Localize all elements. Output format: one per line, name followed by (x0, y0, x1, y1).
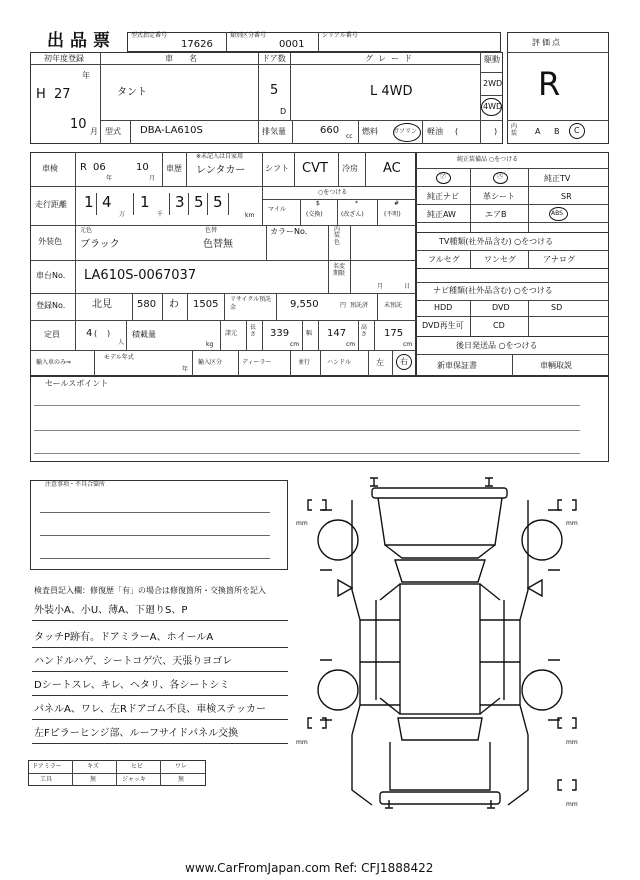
model-cert-value: 17626 (181, 39, 213, 50)
car-name: タント (117, 87, 147, 98)
mileage-opt1: マイル (268, 206, 286, 213)
interior-c: C (574, 126, 580, 135)
first-reg-era: H (36, 87, 46, 102)
mileage-d1: 1 (84, 193, 94, 211)
footer-ref: www.CarFromJapan.com Ref: CFJ1888422 (185, 861, 434, 875)
capacity-unit: 人 (118, 339, 125, 346)
navi-label: ナビ種類(社外品含む) ○をつける (433, 286, 553, 295)
color-label: 外装色 (38, 237, 62, 246)
tv-item-2: ワンセグ (484, 255, 516, 264)
name-change-day: 日 (404, 283, 411, 290)
recycle-label: リサイクル預託金 (230, 296, 272, 311)
interior-label: 内装 (511, 123, 518, 137)
import-type-label: 輸入区分 (198, 359, 223, 366)
navi-item-1: HDD (434, 303, 453, 312)
recycle-value: 9,550 (290, 299, 319, 310)
oem-item-7: 純正AW (427, 210, 456, 219)
load-label: 積載量 (132, 330, 156, 339)
reg-label: 登録No. (36, 301, 66, 310)
model-value: DBA-LA610S (140, 125, 203, 136)
shift-value: CVT (302, 161, 328, 176)
ac-value: AC (383, 161, 401, 176)
height-value: 175 (384, 328, 404, 339)
color-changed: 色替無 (203, 239, 233, 250)
length-unit: cm (290, 341, 300, 348)
oem-item-5: 革シート (483, 192, 515, 201)
doors-label: ドア数 (262, 54, 286, 63)
model-cert-label: 型式指定番号 (131, 32, 168, 39)
mileage-opt2-sym: $ (316, 200, 320, 207)
form-title: 出品票 (47, 31, 116, 51)
later-label: 後日発送品 ○をつける (456, 341, 538, 350)
length-value: 339 (270, 328, 290, 339)
oem-item-3: 純正TV (544, 174, 571, 183)
tv-item-1: フルセグ (428, 255, 460, 264)
dimension-label: 諸元 (225, 330, 238, 337)
length-label: 長さ (250, 324, 257, 338)
later-item-1: 新車保証書 (437, 361, 477, 370)
usage-note: ※未記入は自家用 (196, 153, 244, 160)
height-label: 高さ (361, 324, 368, 338)
navi-item-3: SD (551, 303, 563, 312)
oem-item-9: ABS (551, 210, 563, 217)
reg-class: 580 (137, 299, 157, 310)
ac-label: 冷房 (342, 164, 358, 173)
model-label: 型式 (105, 127, 121, 136)
notes-label: 注意事項・不具合箇所 (45, 481, 106, 488)
year-unit: 年 (82, 71, 90, 80)
check-r2-c2: 無 (90, 776, 97, 783)
orig-color: ブラック (80, 239, 120, 250)
mileage-d3: 1 (140, 193, 150, 211)
car-damage-diagram (290, 470, 590, 815)
shaken-month-unit: 月 (149, 175, 156, 182)
check-r1-c2: キズ (87, 763, 99, 770)
reg-area: 北見 (92, 299, 112, 310)
interior-a: A (535, 127, 541, 136)
note-line-3: ハンドルハゲ、シートコゲ穴、天張りヨゴレ (34, 656, 233, 667)
fuel-value: ガソリン (393, 128, 418, 135)
displacement-label: 排気量 (262, 127, 286, 136)
first-reg-month: 10 (70, 117, 87, 132)
recycle-unpaid: 未預託 (384, 302, 403, 309)
mileage-opt3: (改ざん) (341, 211, 364, 218)
usage-label: 車歴 (166, 164, 182, 173)
drive-label: 駆動 (484, 55, 500, 64)
oem-item-1: ㋐ (440, 173, 447, 180)
mm-label-fl: mm (296, 520, 308, 527)
color-no-label: 色替 (205, 227, 218, 234)
reg-number: 1505 (193, 299, 219, 310)
model-year-unit: 年 (182, 366, 189, 373)
width-value: 147 (327, 328, 347, 339)
mileage-d2: 4 (102, 193, 112, 211)
load-unit: kg (206, 341, 214, 348)
serial-label: シリアル番号 (322, 32, 358, 39)
check-r2-c3: ジャッキ (122, 776, 146, 783)
orig-color-label: 元色 (80, 227, 93, 234)
oem-item-6: SR (561, 192, 572, 201)
shaken-month: 10 (136, 162, 149, 173)
month-unit: 月 (90, 127, 98, 136)
mm-label-rl: mm (296, 739, 308, 746)
mileage-d4: 3 (175, 193, 185, 211)
interior-color-label: 内装色 (334, 226, 341, 246)
class-value: 0001 (279, 39, 305, 50)
width-unit: cm (346, 341, 356, 348)
shift-label: シフト (265, 164, 289, 173)
handle-label: ハンドル (327, 359, 352, 366)
model-year-label: モデル年式 (104, 354, 134, 361)
sales-point-box (30, 376, 609, 462)
drive-4wd: 4WD (483, 102, 503, 111)
handle-right: 右 (400, 357, 408, 366)
drive-2wd: 2WD (483, 79, 503, 88)
recycle-unit: 円 (340, 302, 347, 309)
note-line-5: パネルA、ワレ、左Rドアゴム不良、車検ステッカー (34, 704, 266, 715)
later-item-2: 車輌取説 (540, 361, 572, 370)
car-name-label: 車名 (165, 54, 213, 63)
oem-item-4: 純正ナビ (427, 192, 459, 201)
mm-label-rr: mm (566, 739, 578, 746)
mileage-opt4: (不明) (384, 211, 401, 218)
navi-item-2: DVD (492, 303, 510, 312)
width-label: 幅 (306, 330, 313, 337)
navi-item-4: DVD再生可 (422, 321, 464, 330)
chassis-label: 車台No. (36, 271, 66, 280)
note-line-4: Dシートスレ、キレ、ヘタリ、各シートシミ (34, 680, 230, 691)
color-number-label: カラーNo. (270, 227, 308, 236)
mileage-opt4-sym: # (394, 200, 400, 207)
height-unit: cm (403, 341, 413, 348)
shaken-year-unit: 年 (106, 175, 113, 182)
import-dealer: ディーラー (242, 359, 272, 366)
check-r2-c1: 工具 (40, 776, 53, 783)
shaken-year: 06 (93, 162, 106, 173)
fuel-label: 燃料 (362, 127, 378, 136)
note-line-2: タッチP跡有。ドアミラーA、ホイールA (34, 632, 214, 643)
check-r1-c3: ヒビ (131, 763, 144, 770)
import-label: 輸入車のみ⇒ (36, 359, 72, 366)
mileage-opt2: (交換) (306, 211, 323, 218)
chassis-value: LA610S-0067037 (84, 268, 197, 283)
mileage-circle-note: ○をつける (318, 189, 348, 196)
note-line-6: 左Fピラーヒンジ部、ルーフサイドパネル交換 (34, 728, 239, 739)
rating-label: 評価点 (532, 38, 562, 47)
usage-value: レンタカー (196, 165, 246, 176)
inspector-label: 検査員記入欄：修復歴「有」の場合は修復箇所・交換箇所を記入 (34, 586, 266, 595)
mileage-d6: 5 (213, 193, 223, 211)
doors-value: 5 (270, 83, 279, 98)
name-change-label: 名変期限 (333, 263, 346, 277)
displacement-value: 660 (320, 125, 340, 136)
mileage-sen: 千 (157, 211, 164, 218)
mileage-opt3-sym: * (355, 200, 358, 207)
navi-item-5: CD (493, 321, 505, 330)
handle-left: 左 (376, 358, 384, 367)
doors-suffix: D (280, 107, 287, 116)
rating-value: R (538, 65, 561, 103)
first-reg-label: 初年度登録 (44, 54, 84, 63)
tv-item-3: アナログ (543, 255, 575, 264)
capacity-label: 定員 (44, 330, 60, 339)
mileage-d5: 5 (194, 193, 204, 211)
oil-label: 軽油 (427, 127, 443, 136)
mileage-man: 万 (119, 211, 126, 218)
reg-kana: わ (169, 299, 179, 310)
notes-box (30, 480, 288, 570)
mileage-label: 走行距離 (35, 200, 67, 209)
class-label: 類別区分番号 (230, 32, 267, 39)
check-r1-c4: ワレ (175, 763, 188, 770)
oem-item-2: ㋜ (497, 173, 504, 180)
mm-label-spare: mm (566, 801, 578, 808)
mm-label-fr: mm (566, 520, 578, 527)
mileage-km: km (245, 212, 255, 219)
sales-point-label: セールスポイント (45, 379, 109, 388)
check-r2-c4: 無 (178, 776, 185, 783)
tv-label: TV種類(社外品含む) ○をつける (439, 237, 554, 246)
grade-label: グレード (365, 54, 417, 63)
name-change-month: 月 (377, 283, 384, 290)
shaken-label: 車検 (42, 164, 58, 173)
first-reg-year: 27 (54, 87, 71, 102)
oem-item-8: エアB (485, 210, 507, 219)
note-line-1: 外装小A、小U、薄A、下廻りS、P (34, 605, 188, 616)
grade-value: L 4WD (370, 84, 413, 99)
displacement-unit: cc (346, 133, 353, 140)
recycle-paid: 預託済 (350, 302, 369, 309)
import-parallel: 並行 (298, 359, 311, 366)
oem-label: 純正装備品 ○をつける (457, 156, 519, 163)
interior-b: B (554, 127, 560, 136)
check-r1-c1: ドアミラー (32, 763, 62, 770)
shaken-era: R (80, 162, 87, 173)
capacity-value: 4 (86, 328, 93, 339)
